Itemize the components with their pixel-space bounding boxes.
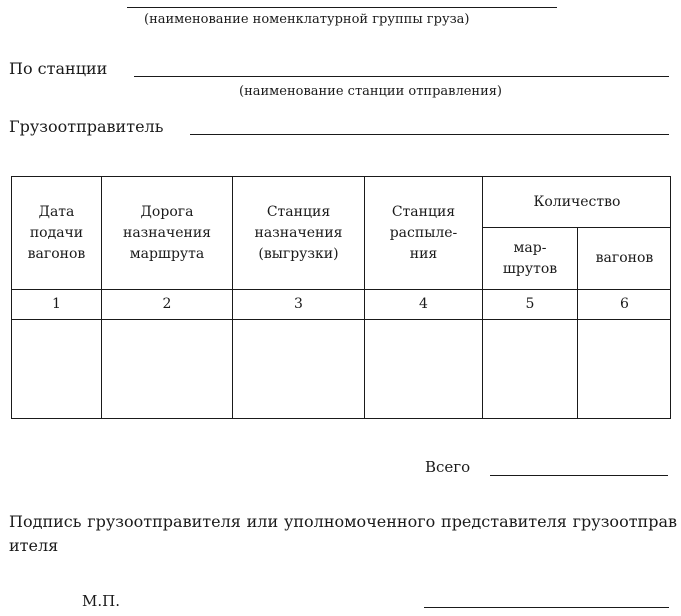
column-number: 1: [52, 296, 61, 312]
header-date-line: подачи: [29, 224, 84, 241]
total-field-line[interactable]: [490, 475, 668, 476]
column-number: 2: [162, 296, 172, 312]
header-road: [102, 177, 232, 289]
column-number: 6: [620, 296, 629, 312]
header-routes-line: мар-: [513, 239, 547, 256]
header-date-line: Дата: [38, 203, 75, 220]
data-cell-dest-station[interactable]: [233, 320, 364, 418]
header-road-line: Дорога: [140, 203, 194, 220]
signature-field-line[interactable]: [424, 607, 669, 608]
column-number: 4: [419, 296, 428, 312]
header-spray-station-line: ния: [409, 245, 438, 262]
header-dest-station-line: Станция: [266, 203, 331, 220]
data-cell-routes[interactable]: [483, 320, 577, 418]
header-spray-station: [365, 177, 482, 289]
column-number: 3: [294, 296, 303, 312]
header-road-line: маршрута: [129, 245, 205, 262]
header-routes: [483, 228, 577, 289]
data-cell-road[interactable]: [102, 320, 232, 418]
shipper-label: Грузоотправитель: [9, 117, 164, 136]
header-spray-station-line: распыле-: [389, 224, 458, 241]
data-cell-spray-station[interactable]: [365, 320, 482, 418]
header-wagons: вагонов: [595, 250, 654, 266]
header-date-line: вагонов: [27, 245, 86, 262]
wagon-table: [11, 176, 671, 419]
cargo-group-line[interactable]: [127, 7, 557, 8]
cargo-group-caption: (наименование номенклатурной группы груза): [144, 12, 470, 27]
signature-text: Подпись грузоотправителя или уполномоченного представителя грузоотправителя: [9, 512, 677, 555]
data-cell-wagons[interactable]: [578, 320, 671, 418]
column-number: 5: [525, 296, 535, 312]
header-dest-station-line: назначения: [254, 224, 343, 241]
header-dest-station-line: (выгрузки): [258, 245, 339, 262]
header-spray-station-line: Станция: [391, 203, 456, 220]
station-caption: (наименование станции отправления): [239, 84, 503, 99]
header-quantity: Количество: [533, 193, 621, 210]
header-date: [12, 177, 101, 289]
total-label: Всего: [425, 458, 471, 476]
stamp-label: М.П.: [82, 592, 120, 610]
station-label: По станции: [9, 59, 108, 78]
shipper-field-line[interactable]: [190, 134, 669, 135]
station-field-line[interactable]: [134, 76, 669, 77]
header-dest-station: [233, 177, 364, 289]
header-routes-line: шрутов: [502, 260, 558, 277]
data-cell-date[interactable]: [12, 320, 101, 418]
header-road-line: назначения: [122, 224, 212, 241]
